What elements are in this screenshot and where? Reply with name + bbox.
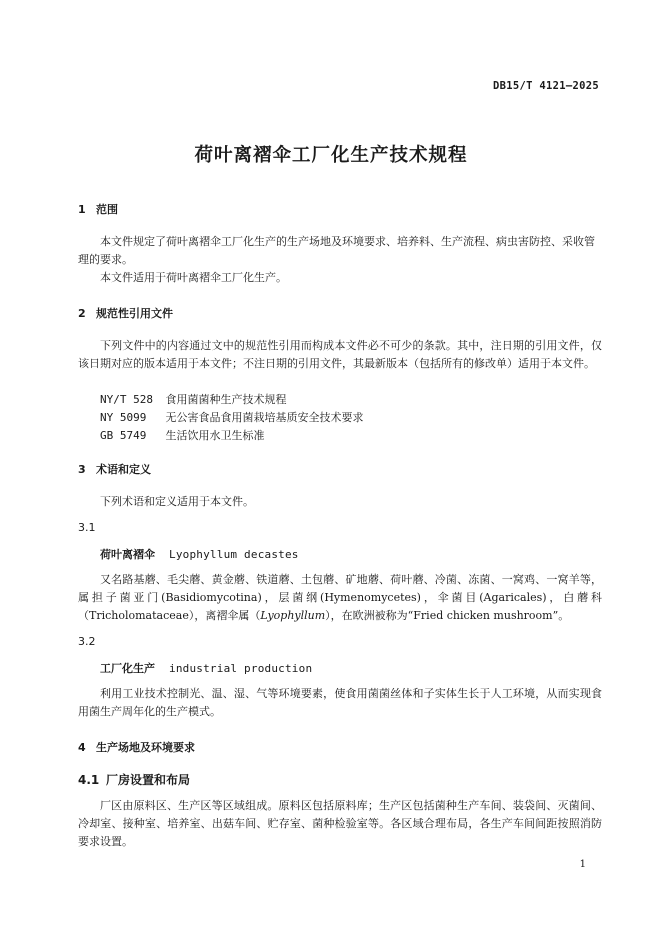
- normative-reference: [100, 409, 364, 425]
- term-name-english: Lyophyllum decastes: [169, 548, 299, 561]
- term-3-2: [100, 660, 312, 676]
- genus-name-italic: Lyophyllum: [260, 609, 326, 622]
- term-name-chinese: 荷叶离褶伞: [100, 548, 155, 561]
- document-title: 荷叶离褶伞工厂化生产技术规程: [194, 145, 468, 166]
- reference-code: NY 5099: [100, 411, 147, 424]
- reference-code: GB 5749: [100, 429, 147, 442]
- section-3-heading: [78, 461, 151, 477]
- reference-code: NY/T 528: [100, 393, 153, 406]
- section-number: 3: [78, 463, 86, 476]
- subsection-4-1-heading: [78, 771, 190, 788]
- section-2-heading: [78, 305, 173, 321]
- section-title: 术语和定义: [96, 463, 151, 476]
- section-title: 规范性引用文件: [96, 307, 173, 320]
- normative-reference: [100, 427, 265, 443]
- section-title: 生产场地及环境要求: [96, 741, 195, 754]
- reference-title: 生活饮用水卫生标准: [165, 429, 265, 442]
- term-name-english: industrial production: [169, 662, 313, 675]
- page-number: 1: [579, 859, 586, 870]
- section-1-paragraph-2: 本文件适用于荷叶离褶伞工厂化生产。: [100, 271, 287, 284]
- definition-text: 又名路基蘑、毛尖蘑、黄金蘑、铁道蘑、土包蘑、矿地蘑、荷叶蘑、冷菌、冻菌、一窝鸡、一窝羊等，属担子菌亚门(Basidiomycotina)，层菌纲(Hymenomycetes)，伞菌目(Agaricales)，白蘑科（Tricholomataceae），离褶伞属（: [78, 573, 602, 622]
- normative-reference: [100, 391, 287, 407]
- section-1-paragraph-1: 本文件规定了荷叶离褶伞工厂化生产的生产场地及环境要求、培养料、生产流程、病虫害防控、采收管理的要求。: [78, 235, 595, 266]
- reference-title: 无公害食品食用菌栽培基质安全技术要求: [165, 411, 364, 424]
- term-3-2-number: 3.2: [78, 635, 96, 648]
- subsection-number: 4.1: [78, 773, 100, 787]
- section-1-heading: [78, 201, 118, 217]
- section-2-paragraph-1: 下列文件中的内容通过文中的规范性引用而构成本文件必不可少的条款。其中，注日期的引用文件，仅该日期对应的版本适用于本文件；不注日期的引用文件，其最新版本（包括所有的修改单）适用于本文件。: [78, 339, 602, 370]
- term-3-1: [100, 546, 299, 562]
- section-number: 1: [78, 203, 86, 216]
- term-3-1-number: 3.1: [78, 521, 96, 534]
- section-number: 4: [78, 741, 86, 754]
- term-name-chinese: 工厂化生产: [100, 662, 155, 675]
- section-title: 范围: [96, 203, 118, 216]
- standard-code: DB15/T 4121—2025: [493, 80, 599, 92]
- section-number: 2: [78, 307, 86, 320]
- section-3-paragraph-1: 下列术语和定义适用于本文件。: [100, 495, 254, 508]
- term-3-1-definition: [78, 571, 602, 625]
- reference-title: 食用菌菌种生产技术规程: [165, 393, 287, 406]
- term-3-2-definition: 利用工业技术控制光、温、湿、气等环境要素，使食用菌菌丝体和子实体生长于人工环境，从而实现食用菌生产周年化的生产模式。: [78, 687, 602, 718]
- definition-text: ），在欧洲被称为“Fried chicken mushroom”。: [325, 609, 570, 622]
- section-4-heading: [78, 739, 195, 755]
- subsection-title: 厂房设置和布局: [106, 773, 191, 787]
- subsection-4-1-paragraph-1: 厂区由原料区、生产区等区域组成。原料区包括原料库；生产区包括菌种生产车间、装袋间、灭菌间、冷却室、接种室、培养室、出菇车间、贮存室、菌种检验室等。各区域合理布局，各生产车间间距按照消防要求设置。: [78, 799, 602, 848]
